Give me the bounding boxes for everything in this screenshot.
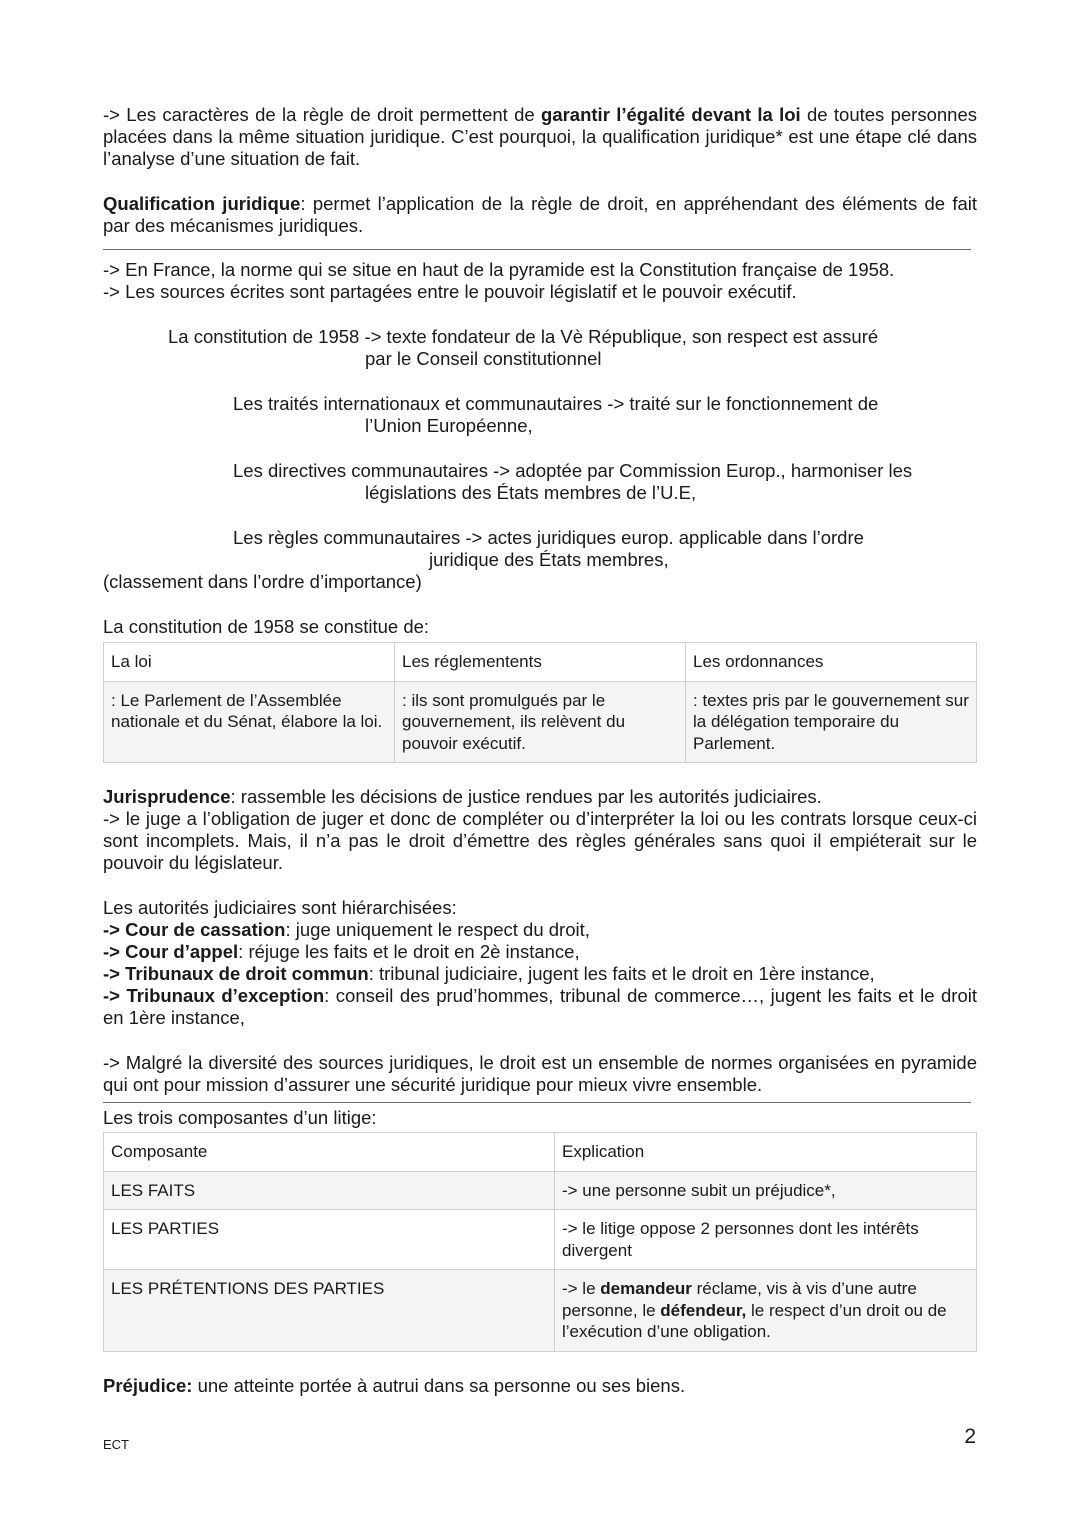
sources-line-1: -> En France, la norme qui se situe en haut de la pyramide est la Constitution française de 1958. [103,259,895,280]
table-row [104,1210,977,1270]
table-header: Explication [555,1133,977,1172]
prejudice-text: une atteinte portée à autrui dans sa personne ou ses biens. [192,1374,686,1396]
intro-bold: garantir l’égalité devant la loi [541,104,801,125]
table-header: Les ordonnances [686,643,977,682]
table-cell: : ils sont promulgués par le gouvernement, ils relèvent du pouvoir exécutif. [395,681,686,763]
table-cell: LES FAITS [104,1171,555,1210]
pyramid-note: (classement dans l’ordre d’importance) [103,571,422,592]
table-cell: : textes pris par le gouvernement sur la délégation temporaire du Parlement. [686,681,977,763]
autorite-text: : juge uniquement le respect du droit, [285,919,590,940]
table-header: Composante [104,1133,555,1172]
autorite-item [103,919,977,941]
autorite-item [103,963,977,985]
autorite-term: -> Tribunaux d’exception [103,985,325,1006]
table-cell: -> le litige oppose 2 personnes dont les intérêts divergent [555,1210,977,1270]
jurisprudence-term: Jurisprudence [103,786,231,807]
autorite-text: : réjuge les faits et le droit en 2è instance, [238,941,580,962]
qualification-text: : permet l’application de la règle de droit, en appréhendant des éléments de fait par des mécanismes juridiques. [103,193,977,236]
page-content [103,104,977,1397]
qualification-term: Qualification juridique [103,193,301,214]
page-number: 2 [964,1425,976,1448]
defendeur-term: défendeur, [660,1300,747,1320]
table-cell: LES PARTIES [104,1210,555,1270]
table-cell: : Le Parlement de l’Assemblée nationale et du Sénat, élabore la loi. [104,681,395,763]
qualification-definition [103,193,977,237]
autorite-term: -> Cour d’appel [103,941,239,962]
table-cell: LES PRÉTENTIONS DES PARTIES [104,1270,555,1352]
table-header: La loi [104,643,395,682]
divider [103,1102,971,1103]
pyramid-level-2: Les traités internationaux et communautaires -> traité sur le fonctionnement de [233,393,879,414]
autorites-intro: Les autorités judiciaires sont hiérarchisées: [103,897,457,918]
prejudice-term: Préjudice: [103,1374,193,1396]
autorite-text: : tribunal judiciaire, jugent les faits et le droit en 1ère instance, [368,963,875,984]
table-cell: -> le demandeur réclame, vis à vis d’une autre personne, le défendeur, le respect d’un droit ou de l’exécution d’une obligation. [555,1270,977,1352]
intro-text: -> Les caractères de la règle de droit permettent de [103,104,542,125]
divider [103,249,971,250]
pyramid-level-4: Les règles communautaires -> actes juridiques europ. applicable dans l’ordre [233,527,864,548]
prejudice-definition [103,1375,977,1397]
footer-label: ECT [103,1437,129,1452]
jurisprudence-definition [103,786,977,808]
intro-text-end: de toutes personnes placées dans la même situation juridique. C’est pourquoi, la qualification juridique* est une étape clé dans l’analyse d’une situation de fait. [103,104,978,169]
litige-table [103,1132,977,1352]
table-header: Les réglementents [395,643,686,682]
constitution-table [103,642,977,763]
litige-table-caption: Les trois composantes d’un litige: [103,1107,377,1128]
pyramid-level-4-cont: juridique des États membres, [429,549,669,570]
pyramid-level-2-cont: l’Union Européenne, [365,415,533,436]
pyramid-level-1-cont: par le Conseil constitutionnel [365,348,602,369]
demandeur-term: demandeur [600,1279,692,1298]
norms-pyramid [103,326,977,593]
constitution-table-caption: La constitution de 1958 se constitue de: [103,616,430,637]
pyramid-level-3: Les directives communautaires -> adoptée par Commission Europ., harmoniser les [233,460,913,481]
autorite-term: -> Tribunaux de droit commun [103,963,369,984]
table-cell: -> une personne subit un préjudice*, [555,1171,977,1210]
pyramid-level-1: La constitution de 1958 -> texte fondateur de la Vè République, son respect est assuré [168,326,879,347]
autorite-item [103,941,977,963]
jurisprudence-text: : rassemble les décisions de justice rendues par les autorités judiciaires. [230,786,822,807]
autorite-text: : conseil des prud’hommes, tribunal de commerce…, jugent les faits et le droit en 1ère instance, [103,985,977,1028]
jurisprudence-paragraph: -> le juge a l’obligation de juger et donc de compléter ou d’interpréter la loi ou les contrats lorsque ceux-ci sont incomplets. Mais, il n’a pas le droit d’émettre des règles générales sans quoi il empiéterait sur le pouvoir du législateur. [103,808,977,873]
conclusion-paragraph: -> Malgré la diversité des sources juridiques, le droit est un ensemble de normes organisées en pyramide qui ont pour mission d’assurer une sécurité juridique pour mieux vivre ensemble. [103,1052,977,1095]
intro-paragraph [103,104,977,170]
sources-line-2: -> Les sources écrites sont partagées entre le pouvoir législatif et le pouvoir exécutif. [103,281,797,302]
table-row [104,1171,977,1210]
table-row [104,1270,977,1352]
autorite-item [103,985,977,1029]
autorite-term: -> Cour de cassation [103,919,286,940]
pyramid-level-3-cont: législations des États membres de l’U.E, [365,482,697,503]
